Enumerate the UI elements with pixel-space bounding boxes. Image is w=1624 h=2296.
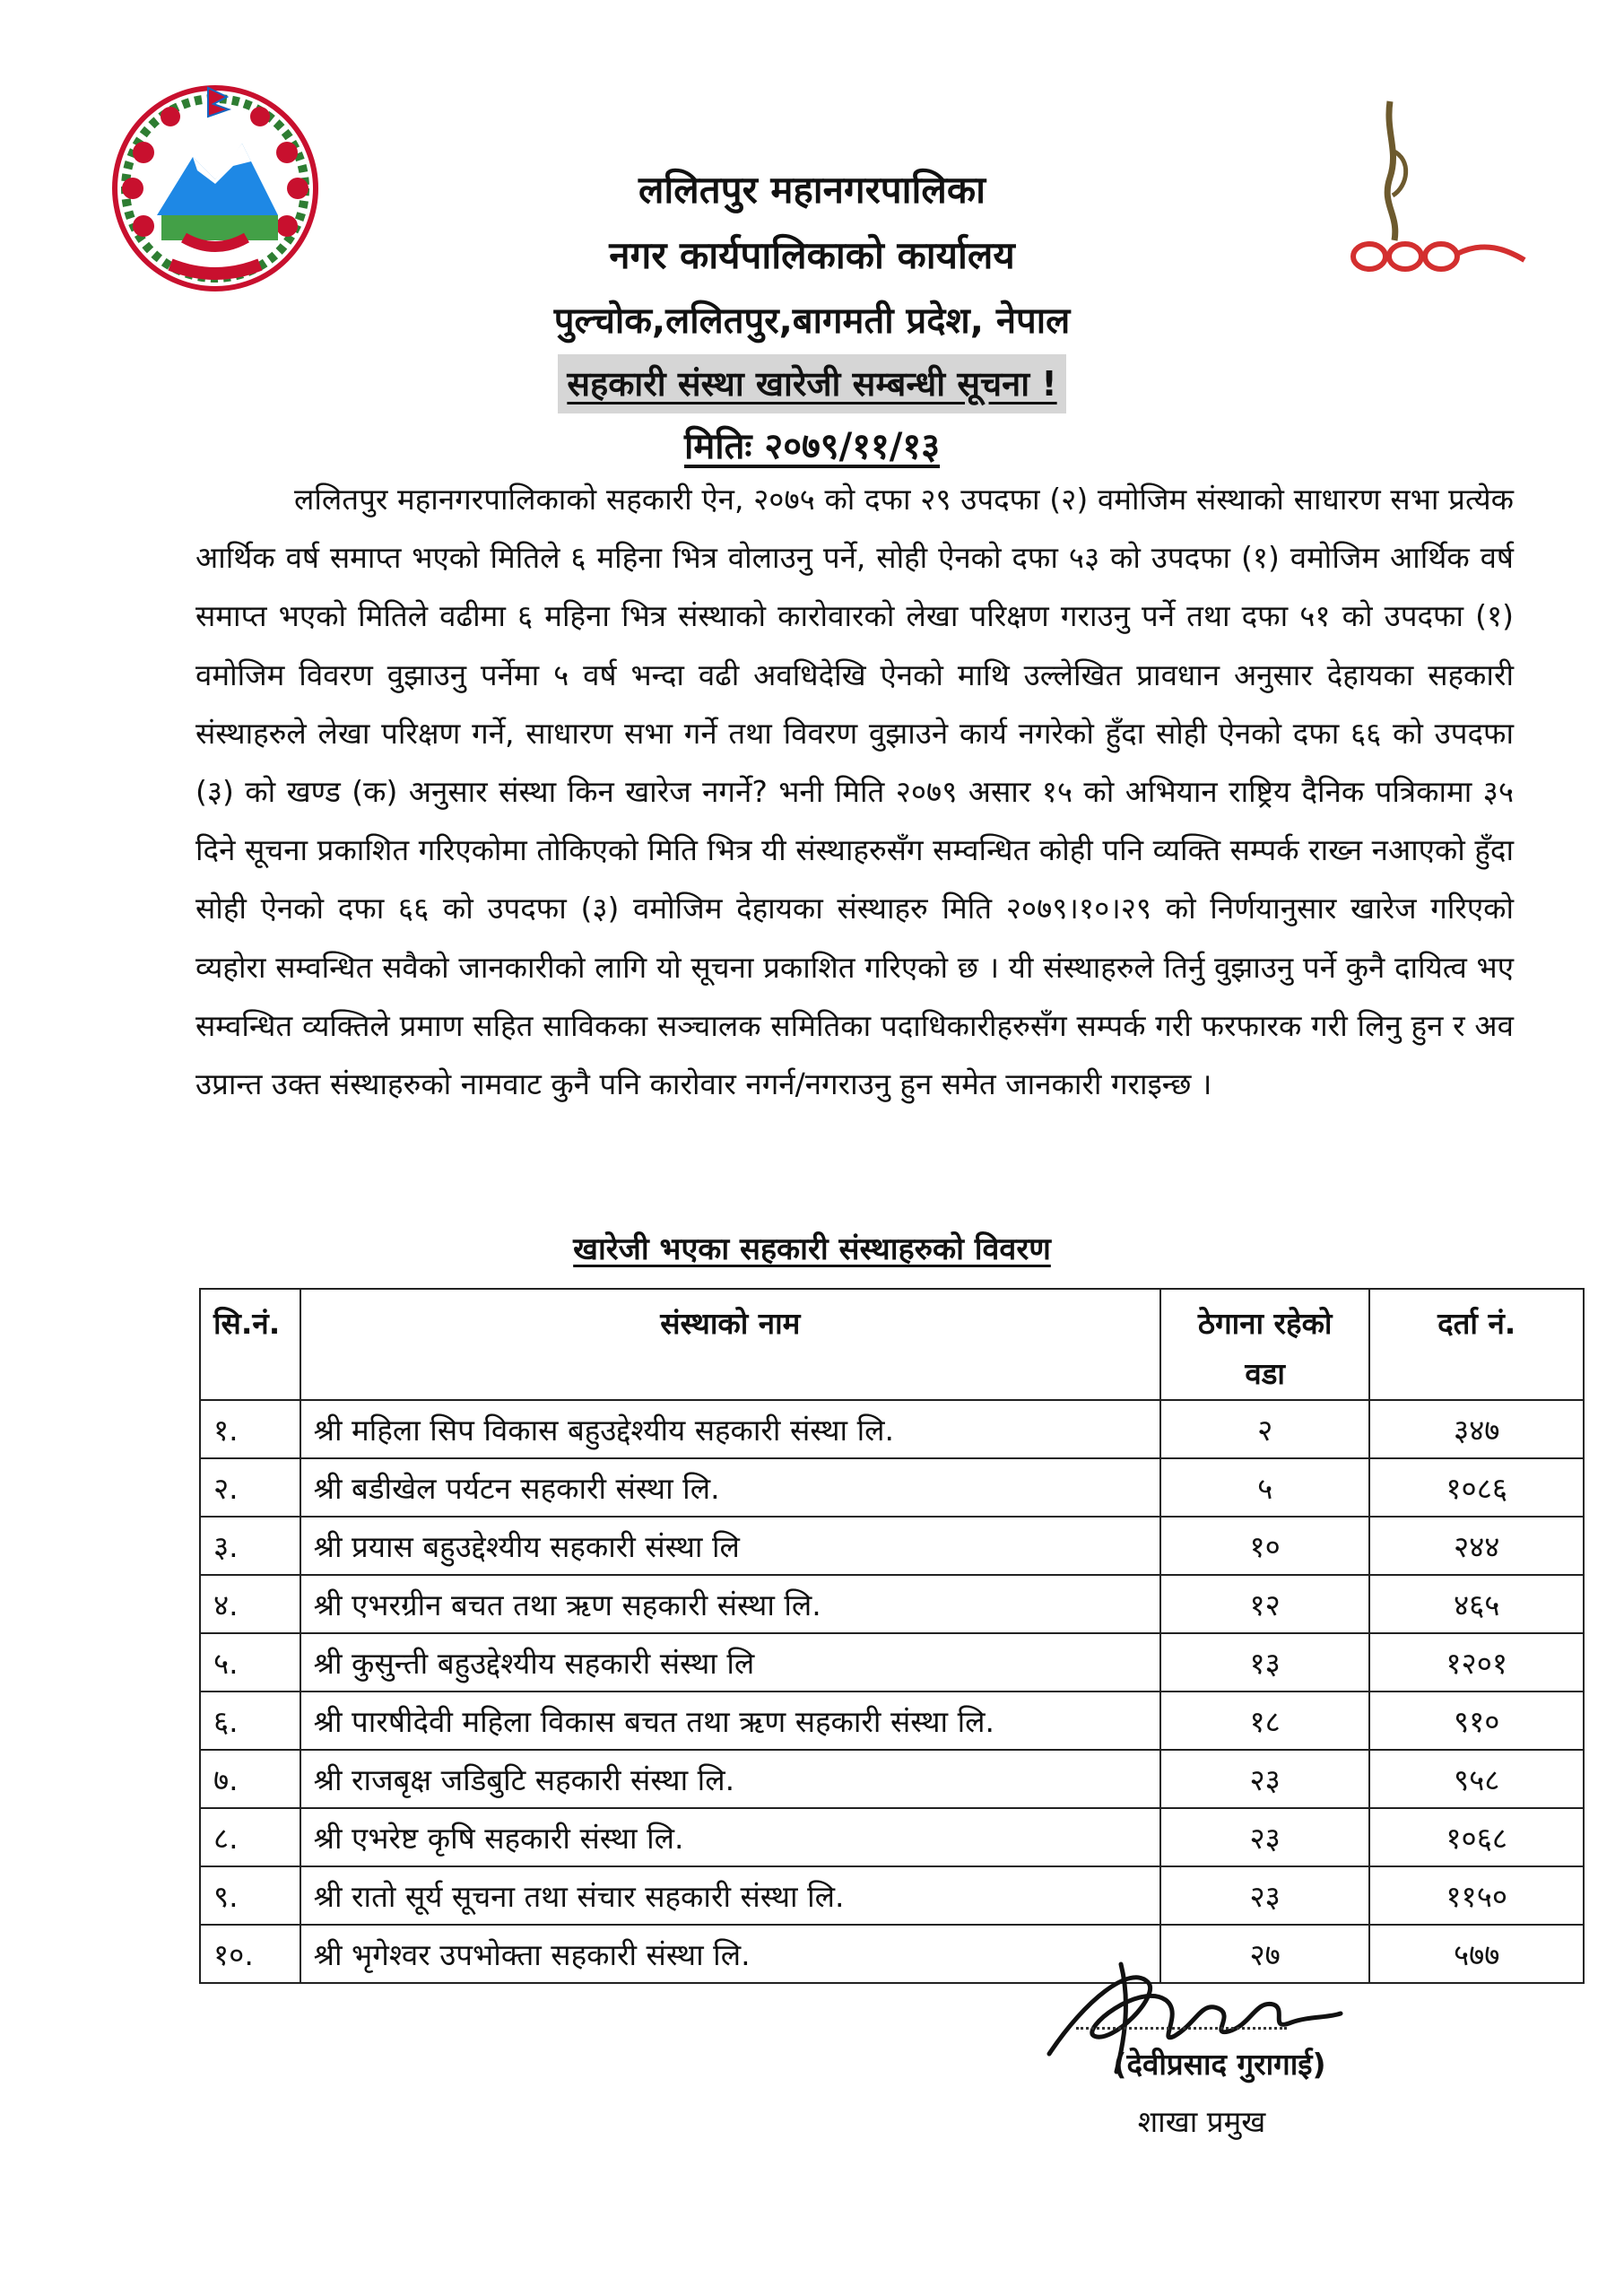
row-serial: ५. bbox=[200, 1633, 300, 1692]
row-registration: २४४ bbox=[1369, 1517, 1584, 1575]
office-subname: नगर कार्यपालिकाको कार्यालय bbox=[609, 233, 1015, 277]
row-ward: २३ bbox=[1160, 1866, 1369, 1925]
row-name: श्री बडीखेल पर्यटन सहकारी संस्था लि. bbox=[300, 1458, 1160, 1517]
table-row bbox=[200, 1925, 1584, 1983]
dissolved-cooperatives-table bbox=[199, 1288, 1585, 1984]
signature-line bbox=[1076, 2027, 1287, 2030]
row-name: श्री पारषीदेवी महिला विकास बचत तथा ऋण सहकारी संस्था लि. bbox=[300, 1692, 1160, 1750]
row-registration: ५७७ bbox=[1369, 1925, 1584, 1983]
row-name: श्री महिला सिप विकास बहुउद्देश्यीय सहकारी संस्था लि. bbox=[300, 1400, 1160, 1458]
row-name: श्री राजबृक्ष जडिबुटि सहकारी संस्था लि. bbox=[300, 1750, 1160, 1808]
row-registration: ३४७ bbox=[1369, 1400, 1584, 1458]
row-registration: १०८६ bbox=[1369, 1458, 1584, 1517]
row-name: श्री कुसुन्ती बहुउद्देश्यीय सहकारी संस्था लि bbox=[300, 1633, 1160, 1692]
table-header-row bbox=[200, 1289, 1584, 1400]
table-row bbox=[200, 1400, 1584, 1458]
row-ward: १० bbox=[1160, 1517, 1369, 1575]
header-name: संस्थाको नाम bbox=[300, 1289, 1160, 1400]
table-row bbox=[200, 1750, 1584, 1808]
row-registration: ४६५ bbox=[1369, 1575, 1584, 1633]
row-serial: ८. bbox=[200, 1808, 300, 1866]
row-serial: ९. bbox=[200, 1866, 300, 1925]
table-row bbox=[200, 1517, 1584, 1575]
notice-date: मितिः २०७९/११/१३ bbox=[683, 426, 941, 467]
row-serial: ६. bbox=[200, 1692, 300, 1750]
row-name: श्री रातो सूर्य सूचना तथा संचार सहकारी संस्था लि. bbox=[300, 1866, 1160, 1925]
row-ward: १८ bbox=[1160, 1692, 1369, 1750]
row-ward: २७ bbox=[1160, 1925, 1369, 1983]
row-name: श्री एभरेष्ट कृषि सहकारी संस्था लि. bbox=[300, 1808, 1160, 1866]
row-serial: १. bbox=[200, 1400, 300, 1458]
header-registration: दर्ता नं. bbox=[1369, 1289, 1584, 1400]
row-name: श्री एभरग्रीन बचत तथा ऋण सहकारी संस्था लि. bbox=[300, 1575, 1160, 1633]
table-row bbox=[200, 1575, 1584, 1633]
row-serial: १०. bbox=[200, 1925, 300, 1983]
row-ward: २३ bbox=[1160, 1808, 1369, 1866]
office-address: पुल्चोक,ललितपुर,बागमती प्रदेश, नेपाल bbox=[553, 300, 1071, 342]
row-serial: ७. bbox=[200, 1750, 300, 1808]
header-serial: सि.नं. bbox=[200, 1289, 300, 1400]
office-name: ललितपुर महानगरपालिका bbox=[638, 168, 986, 212]
row-serial: ३. bbox=[200, 1517, 300, 1575]
header-ward: ठेगाना रहेको वडा bbox=[1160, 1289, 1369, 1400]
row-registration: ९१० bbox=[1369, 1692, 1584, 1750]
notice-subject: सहकारी संस्था खारेजी सम्बन्धी सूचना ! bbox=[558, 354, 1065, 413]
row-registration: ९५८ bbox=[1369, 1750, 1584, 1808]
notice-body: ललितपुर महानगरपालिकाको सहकारी ऐन, २०७५ को दफा २९ उपदफा (२) वमोजिम संस्थाको साधारण सभा प्रत्येक आर्थिक वर्ष समाप्त भएको मितिले ६ महिना भित्र वोलाउनु पर्ने, सोही ऐनको दफा ५३ को उपदफा (१) वमोजिम आर्थिक वर्ष समाप्त भएको मितिले वढीमा ६ महिना भित्र संस्थाको कारोवारको लेखा परिक्षण गराउनु पर्ने तथा दफा ५१ को उपदफा (१) वमोजिम विवरण वुझाउनु पर्नेमा ५ वर्ष भन्दा वढी अवधिदेखि ऐनको माथि उल्लेखित प्रावधान अनुसार देहायका सहकारी संस्थाहरुले लेखा परिक्षण गर्ने, साधारण सभा गर्ने तथा विवरण वुझाउने कार्य नगरेको हुँदा सोही ऐनको दफा ६६ को उपदफा (३) को खण्ड (क) अनुसार संस्था किन खारेज नगर्ने? भनी मिति २०७९ असार १५ को अभियान राष्ट्रिय दैनिक पत्रिकामा ३५ दिने सूचना प्रकाशित गरिएकोमा तोकिएको मिति भित्र यी संस्थाहरुसँग सम्वन्धित कोही पनि व्यक्ति सम्पर्क राख्न नआएको हुँदा सोही ऐनको दफा ६६ को उपदफा (३) वमोजिम देहायका संस्थाहरु मिति २०७९।१०।२९ को निर्णयानुसार खारेज गरिएको व्यहोरा सम्वन्धित सवैको जानकारीको लागि यो सूचना प्रकाशित गरिएको छ । यी संस्थाहरुले तिर्नु वुझाउनु पर्ने कुनै दायित्व भए सम्वन्धित व्यक्तिले प्रमाण सहित साविकका सञ्चालक समितिका पदाधिकारीहरुसँग सम्पर्क गरी फरफारक गरी लिनु हुन र अव उप्रान्त उक्त संस्थाहरुको नामवाट कुनै पनि कारोवार नगर्न/नगराउनु हुन समेत जानकारी गराइन्छ । bbox=[195, 482, 1514, 1102]
row-name: श्री प्रयास बहुउद्देश्यीय सहकारी संस्था लि bbox=[300, 1517, 1160, 1575]
row-serial: २. bbox=[200, 1458, 300, 1517]
row-registration: ११५० bbox=[1369, 1866, 1584, 1925]
notice-subject-wrap bbox=[0, 354, 1624, 413]
row-ward: २ bbox=[1160, 1400, 1369, 1458]
table-title: खारेजी भएका सहकारी संस्थाहरुको विवरण bbox=[573, 1231, 1051, 1267]
signer-name: (देवीप्रसाद गुरागाई) bbox=[1113, 2047, 1326, 2082]
row-ward: १२ bbox=[1160, 1575, 1369, 1633]
table-row bbox=[200, 1808, 1584, 1866]
signer-title: शाखा प्रमुख bbox=[1137, 2104, 1266, 2139]
table-row bbox=[200, 1458, 1584, 1517]
row-registration: १०६८ bbox=[1369, 1808, 1584, 1866]
row-registration: १२०१ bbox=[1369, 1633, 1584, 1692]
table-row bbox=[200, 1692, 1584, 1750]
row-serial: ४. bbox=[200, 1575, 300, 1633]
row-ward: २३ bbox=[1160, 1750, 1369, 1808]
row-ward: ५ bbox=[1160, 1458, 1369, 1517]
row-name: श्री भृगेश्वर उपभोक्ता सहकारी संस्था लि. bbox=[300, 1925, 1160, 1983]
table-row bbox=[200, 1866, 1584, 1925]
row-ward: १३ bbox=[1160, 1633, 1369, 1692]
table-row bbox=[200, 1633, 1584, 1692]
